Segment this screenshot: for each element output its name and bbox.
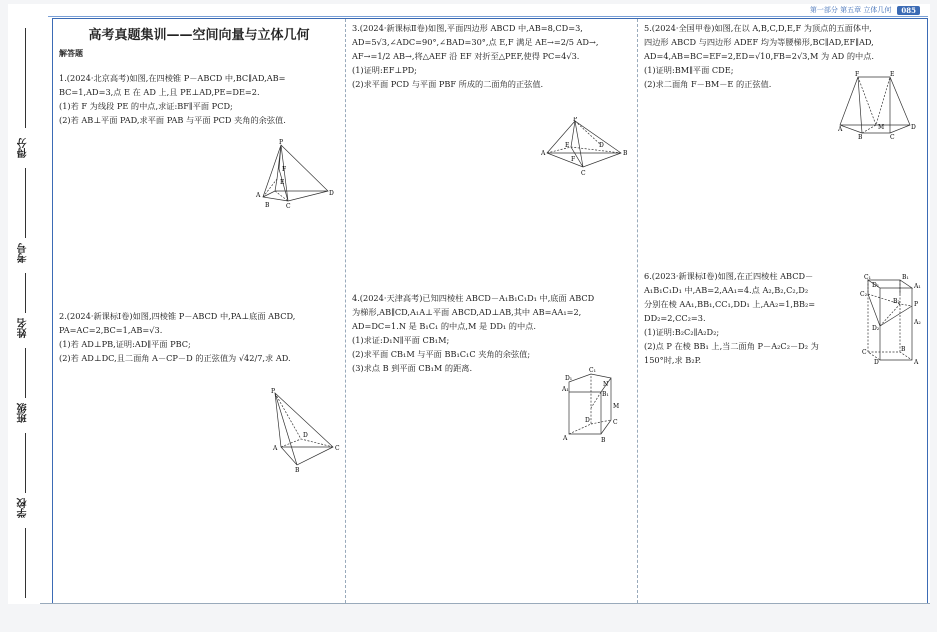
figure-label: A bbox=[541, 150, 546, 157]
figure-label: A bbox=[914, 359, 919, 364]
figure-6 bbox=[850, 274, 926, 364]
figure-label: D₂ bbox=[872, 325, 880, 332]
figure-label: B bbox=[265, 202, 270, 209]
binding-rule bbox=[25, 273, 26, 313]
problem-line: 4.(2024·天津高考)已知四棱柱 ABCD－A₁B₁C₁D₁ 中,底面 ABCD bbox=[352, 293, 595, 303]
figure-label: P bbox=[914, 301, 919, 308]
label-class: 班级 bbox=[18, 403, 29, 423]
problem-line: (2)点 P 在棱 BB₁ 上,当二面角 P－A₂C₂－D₂ 为 bbox=[644, 341, 819, 351]
problem-line: 1.(2024·北京高考)如图,在四棱锥 P－ABCD 中,BC∥AD,AB= bbox=[59, 73, 286, 83]
problem-line: A₁B₁C₁D₁ 中,AB=2,AA₁=4.点 A₂,B₂,C₂,D₂ bbox=[644, 285, 809, 295]
figure-label: M bbox=[613, 403, 620, 410]
figure-1 bbox=[253, 139, 338, 209]
header-text: 第一部分 第五章 立体几何 bbox=[809, 6, 892, 14]
figure-label: C bbox=[890, 134, 895, 139]
figure-label: P bbox=[279, 139, 284, 146]
figure-label: B bbox=[623, 150, 628, 157]
problem-line: (1)证明:B₂C₂∥A₂D₂; bbox=[644, 327, 720, 337]
label-score: 得分 bbox=[18, 138, 29, 158]
problem-line: AF→=1/2 AB→,将△AEF 沿 EF 对折至△PEF,使得 PC=4√3. bbox=[352, 51, 580, 61]
label-number: 考号 bbox=[18, 243, 29, 263]
figure-2 bbox=[263, 387, 343, 472]
figure-label: M bbox=[878, 124, 885, 131]
figure-label: C bbox=[581, 170, 586, 177]
figure-label: C bbox=[862, 349, 867, 356]
problem-line: 5.(2024·全国甲卷)如图,在以 A,B,C,D,E,F 为顶点的五面体中, bbox=[644, 23, 872, 33]
problem-line: (1)证明:EF⊥PD; bbox=[352, 65, 417, 75]
figure-3 bbox=[541, 117, 631, 177]
figure-label: A bbox=[838, 126, 843, 133]
problem-1 bbox=[59, 71, 339, 127]
problem-line: 2.(2024·新课标Ⅰ卷)如图,四棱锥 P－ABCD 中,PA⊥底面 ABCD, bbox=[59, 311, 296, 321]
figure-label: A₂ bbox=[914, 319, 921, 326]
problem-line: (2)求平面 PCD 与平面 PBF 所成的二面角的正弦值. bbox=[352, 79, 544, 89]
content-frame bbox=[52, 18, 928, 604]
figure-5 bbox=[838, 69, 918, 139]
figure-label: D bbox=[329, 190, 334, 197]
figure-label: A bbox=[256, 192, 261, 199]
problem-line: 为梯形,AB∥CD,A₁A⊥平面 ABCD,AD⊥AB,其中 AB=AA₁=2, bbox=[352, 307, 582, 317]
problem-line: 150°时,求 B₂P. bbox=[644, 355, 702, 365]
figure-label: D bbox=[911, 124, 916, 131]
header-rule bbox=[48, 16, 928, 17]
problem-line: 分别在棱 AA₁,BB₁,CC₁,DD₁ 上,AA₂=1,BB₂= bbox=[644, 299, 816, 309]
figure-label: A₁ bbox=[914, 283, 921, 290]
column-2 bbox=[345, 19, 637, 603]
label-name: 姓名 bbox=[18, 318, 29, 338]
problem-line: AD=4,AB=BC=EF=2,ED=√10,FB=2√3,M 为 AD 的中点. bbox=[644, 51, 875, 61]
figure-4 bbox=[561, 364, 631, 444]
worksheet-page bbox=[8, 4, 930, 604]
figure-label: E bbox=[565, 142, 570, 149]
figure-label: B₁ bbox=[902, 274, 909, 281]
figure-label: D₁ bbox=[872, 282, 880, 289]
figure-label: C₂ bbox=[860, 291, 867, 298]
figure-label: A bbox=[563, 435, 568, 442]
label-school: 学校 bbox=[18, 498, 29, 518]
figure-label: C₁ bbox=[589, 367, 596, 374]
binding-strip bbox=[8, 18, 48, 604]
problem-line: (3)求点 B 到平面 CB₁M 的距离. bbox=[352, 363, 473, 373]
figure-label: D bbox=[303, 432, 308, 439]
figure-label: F bbox=[282, 166, 287, 173]
figure-label: A bbox=[273, 445, 278, 452]
figure-label: D bbox=[585, 417, 590, 424]
problem-line: (2)若 AD⊥DC,且二面角 A－CP－D 的正弦值为 √42/7,求 AD. bbox=[59, 353, 291, 363]
page-header bbox=[810, 4, 920, 16]
section-heading: 解答题 bbox=[59, 49, 83, 58]
problem-line: 3.(2024·新课标Ⅱ卷)如图,平面四边形 ABCD 中,AB=8,CD=3, bbox=[352, 23, 583, 33]
binding-rule bbox=[25, 28, 26, 128]
figure-label: P bbox=[573, 117, 578, 123]
page-title: 高考真题集训——空间向量与立体几何 bbox=[88, 28, 310, 43]
problem-line: (1)证明:BM∥平面 CDE; bbox=[644, 65, 734, 75]
figure-label: B₁ bbox=[602, 391, 609, 398]
figure-label: B bbox=[858, 134, 863, 139]
figure-label: F bbox=[855, 71, 860, 78]
binding-rule bbox=[25, 348, 26, 398]
figure-label: C₁ bbox=[864, 274, 871, 281]
page-bottom-rule bbox=[40, 603, 930, 604]
problem-line: (1)若 AD⊥PB,证明:AD∥平面 PBC; bbox=[59, 339, 191, 349]
binding-rule bbox=[25, 168, 26, 238]
problem-line: (1)求证:D₁N∥平面 CB₁M; bbox=[352, 335, 450, 345]
problem-line: (2)求平面 CB₁M 与平面 BB₁C₁C 夹角的余弦值; bbox=[352, 349, 531, 359]
figure-label: B bbox=[295, 467, 300, 472]
figure-label: C bbox=[286, 203, 291, 209]
figure-label: D bbox=[599, 142, 604, 149]
problem-line: (1)若 F 为线段 PE 的中点,求证:BF∥平面 PCD; bbox=[59, 101, 233, 111]
problem-line: BC=1,AD=3,点 E 在 AD 上,且 PE⊥AD,PE=DE=2. bbox=[59, 87, 260, 97]
problem-line: DD₂=2,CC₂=3. bbox=[644, 313, 706, 323]
problem-4 bbox=[352, 291, 631, 375]
figure-label: P bbox=[271, 388, 276, 395]
page-number: 085 bbox=[897, 6, 920, 15]
binding-rule bbox=[25, 528, 26, 598]
problem-line: PA=AC=2,BC=1,AB=√3. bbox=[59, 325, 163, 335]
figure-label: D bbox=[874, 359, 879, 364]
problem-line: (2)若 AB⊥平面 PAD,求平面 PAB 与平面 PCD 夹角的余弦值. bbox=[59, 115, 286, 125]
column-1 bbox=[53, 19, 345, 603]
problem-line: (2)求二面角 F－BM－E 的正弦值. bbox=[644, 79, 772, 89]
figure-label: A₁ bbox=[562, 386, 569, 393]
figure-label: F bbox=[571, 156, 576, 163]
figure-label: D₁ bbox=[565, 375, 573, 382]
column-3 bbox=[637, 19, 927, 603]
figure-label: E bbox=[280, 179, 285, 186]
problem-line: AD=5√3,∠ADC=90°,∠BAD=30°,点 E,F 满足 AE→=2/5 AD→, bbox=[352, 37, 599, 47]
figure-label: C bbox=[613, 419, 618, 426]
binding-rule bbox=[25, 433, 26, 493]
problem-line: AD=DC=1.N 是 B₁C₁ 的中点,M 是 DD₁ 的中点. bbox=[352, 321, 536, 331]
figure-label: B bbox=[601, 437, 606, 444]
problem-line: 6.(2023·新课标Ⅰ卷)如图,在正四棱柱 ABCD－ bbox=[644, 271, 814, 281]
figure-label: C bbox=[335, 445, 340, 452]
problem-3 bbox=[352, 21, 631, 91]
problem-2 bbox=[59, 309, 339, 365]
figure-label: E bbox=[890, 71, 895, 78]
problem-line: 四边形 ABCD 与四边形 ADEF 均为等腰梯形,BC∥AD,EF∥AD, bbox=[644, 37, 874, 47]
figure-label: N bbox=[603, 381, 609, 388]
figure-label: B bbox=[901, 346, 906, 353]
figure-label: B₂ bbox=[893, 298, 900, 305]
